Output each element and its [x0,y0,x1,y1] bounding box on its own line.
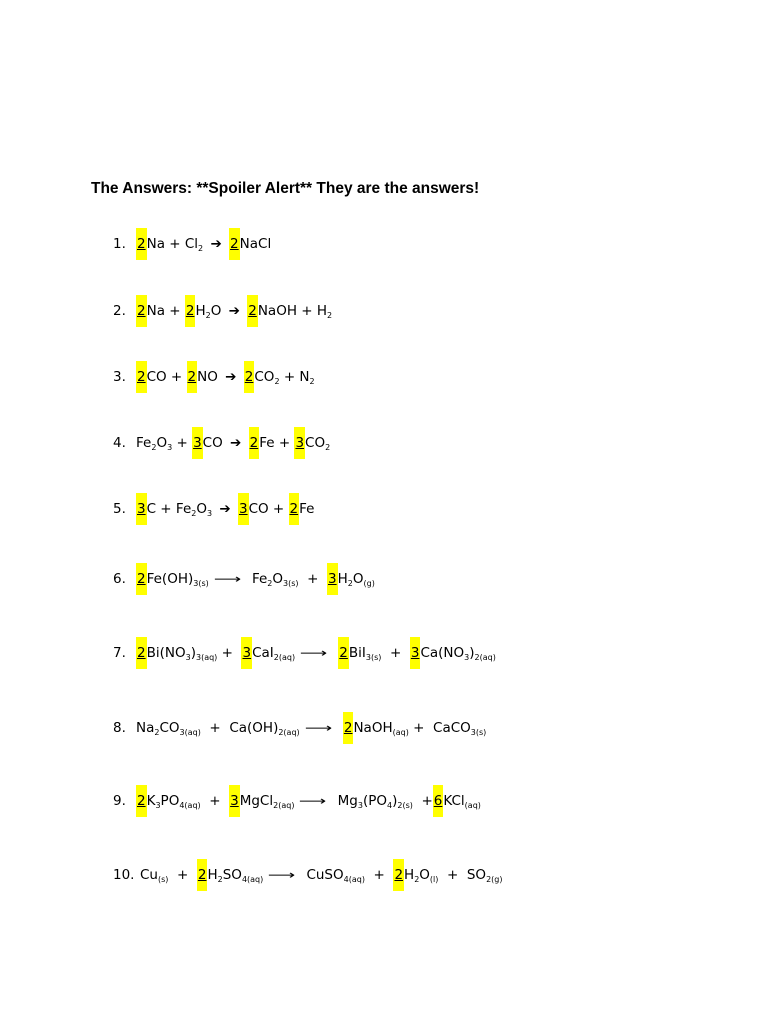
coefficient: 2 [338,637,349,669]
coefficient: 2 [187,361,198,393]
equation-formula: $2K_3PO_{4(aq)}$ + 3MgCl$_{2(aq)}$ ⟶ $Mg_3(PO_4)_{2(s)} +6KCl_{(aq)}$ [136,791,481,811]
coefficient: 2 [136,637,147,669]
coefficient: 2 [136,361,147,393]
reaction-arrow: ➔ [219,501,231,517]
coefficient: 2 [393,859,404,891]
equation-formula: 2CO + 2NO ➔ $2CO_2 + N_2$ [136,367,315,387]
reaction-arrow: ⟶ [299,646,328,660]
equation-number: 4. [113,435,126,451]
equation-formula: $2Na + Cl_2$ ➔ 2NaCl [136,234,271,254]
equation-formula: $2Na + 2H_2O$ ➔ 2NaOH + $H_2$ [136,301,332,321]
coefficient: 2 [136,785,147,817]
coefficient: 2 [244,361,255,393]
coefficient: 2 [343,712,354,744]
reaction-arrow: ⟶ [213,572,242,586]
equation-number: 9. [113,793,126,809]
reaction-arrow: ➔ [228,303,240,319]
coefficient: 2 [289,493,300,525]
coefficient: 3 [410,637,421,669]
coefficient: 3 [229,785,240,817]
coefficient: 3 [192,427,203,459]
equation-number: 6. [113,571,126,587]
equation-number: 3. [113,369,126,385]
coefficient: 2 [197,859,208,891]
coefficient: 2 [249,427,260,459]
reaction-arrow: ➔ [230,435,242,451]
coefficient: 6 [433,785,444,817]
coefficient: 2 [136,295,147,327]
coefficient: 2 [229,228,240,260]
coefficient: 2 [136,228,147,260]
coefficient: 3 [136,493,147,525]
equation-formula: $Fe_2O_3 + 3CO$ ➔ $2Fe + 3CO_2$ [136,433,330,453]
reaction-arrow: ➔ [225,369,237,385]
reaction-arrow: ⟶ [299,794,327,808]
coefficient: 3 [294,427,305,459]
equation-number: 7. [113,645,126,661]
equation-number: 5. [113,501,126,517]
equation-formula: $Cu_{(s)} + 2H_2SO_{4(aq)}$ ⟶ CuSO$_{4(aq)}$ + $2H_2O_{(l)} + SO_{2(g)}$ [140,865,502,885]
reaction-arrow: ⟶ [304,721,333,735]
coefficient: 2 [247,295,258,327]
equation-formula: $2Fe(OH)_{3(s)}$ ⟶ $Fe_2O_{3(s)} + 3H_2O_{(g)}$ [136,569,375,589]
coefficient: 2 [136,563,147,595]
equation-formula: $3C + Fe_2O_3$ ➔ 3CO + 2Fe [136,499,314,519]
reaction-arrow: ➔ [210,236,222,252]
equation-number: 10. [113,867,135,883]
coefficient: 3 [241,637,252,669]
coefficient: 3 [238,493,249,525]
coefficient: 2 [185,295,196,327]
equation-number: 1. [113,236,126,252]
equation-formula: $2Bi(NO_3)_{3(aq)} + 3CaI_{2(aq)}$ ⟶ $2BiI_{3(s)} + 3Ca(NO_3)_{2(aq)}$ [136,643,496,663]
page-heading: The Answers: **Spoiler Alert** They are the answers! [91,180,480,197]
equation-formula: $Na_2CO_{3(aq)} + Ca(OH)_{2(aq)}$ ⟶ 2NaOH$_{(aq)}$ + CaCO$_{3(s)}$ [136,718,486,738]
equation-number: 2. [113,303,126,319]
coefficient: 3 [327,563,338,595]
reaction-arrow: ⟶ [268,868,296,882]
equation-number: 8. [113,720,126,736]
